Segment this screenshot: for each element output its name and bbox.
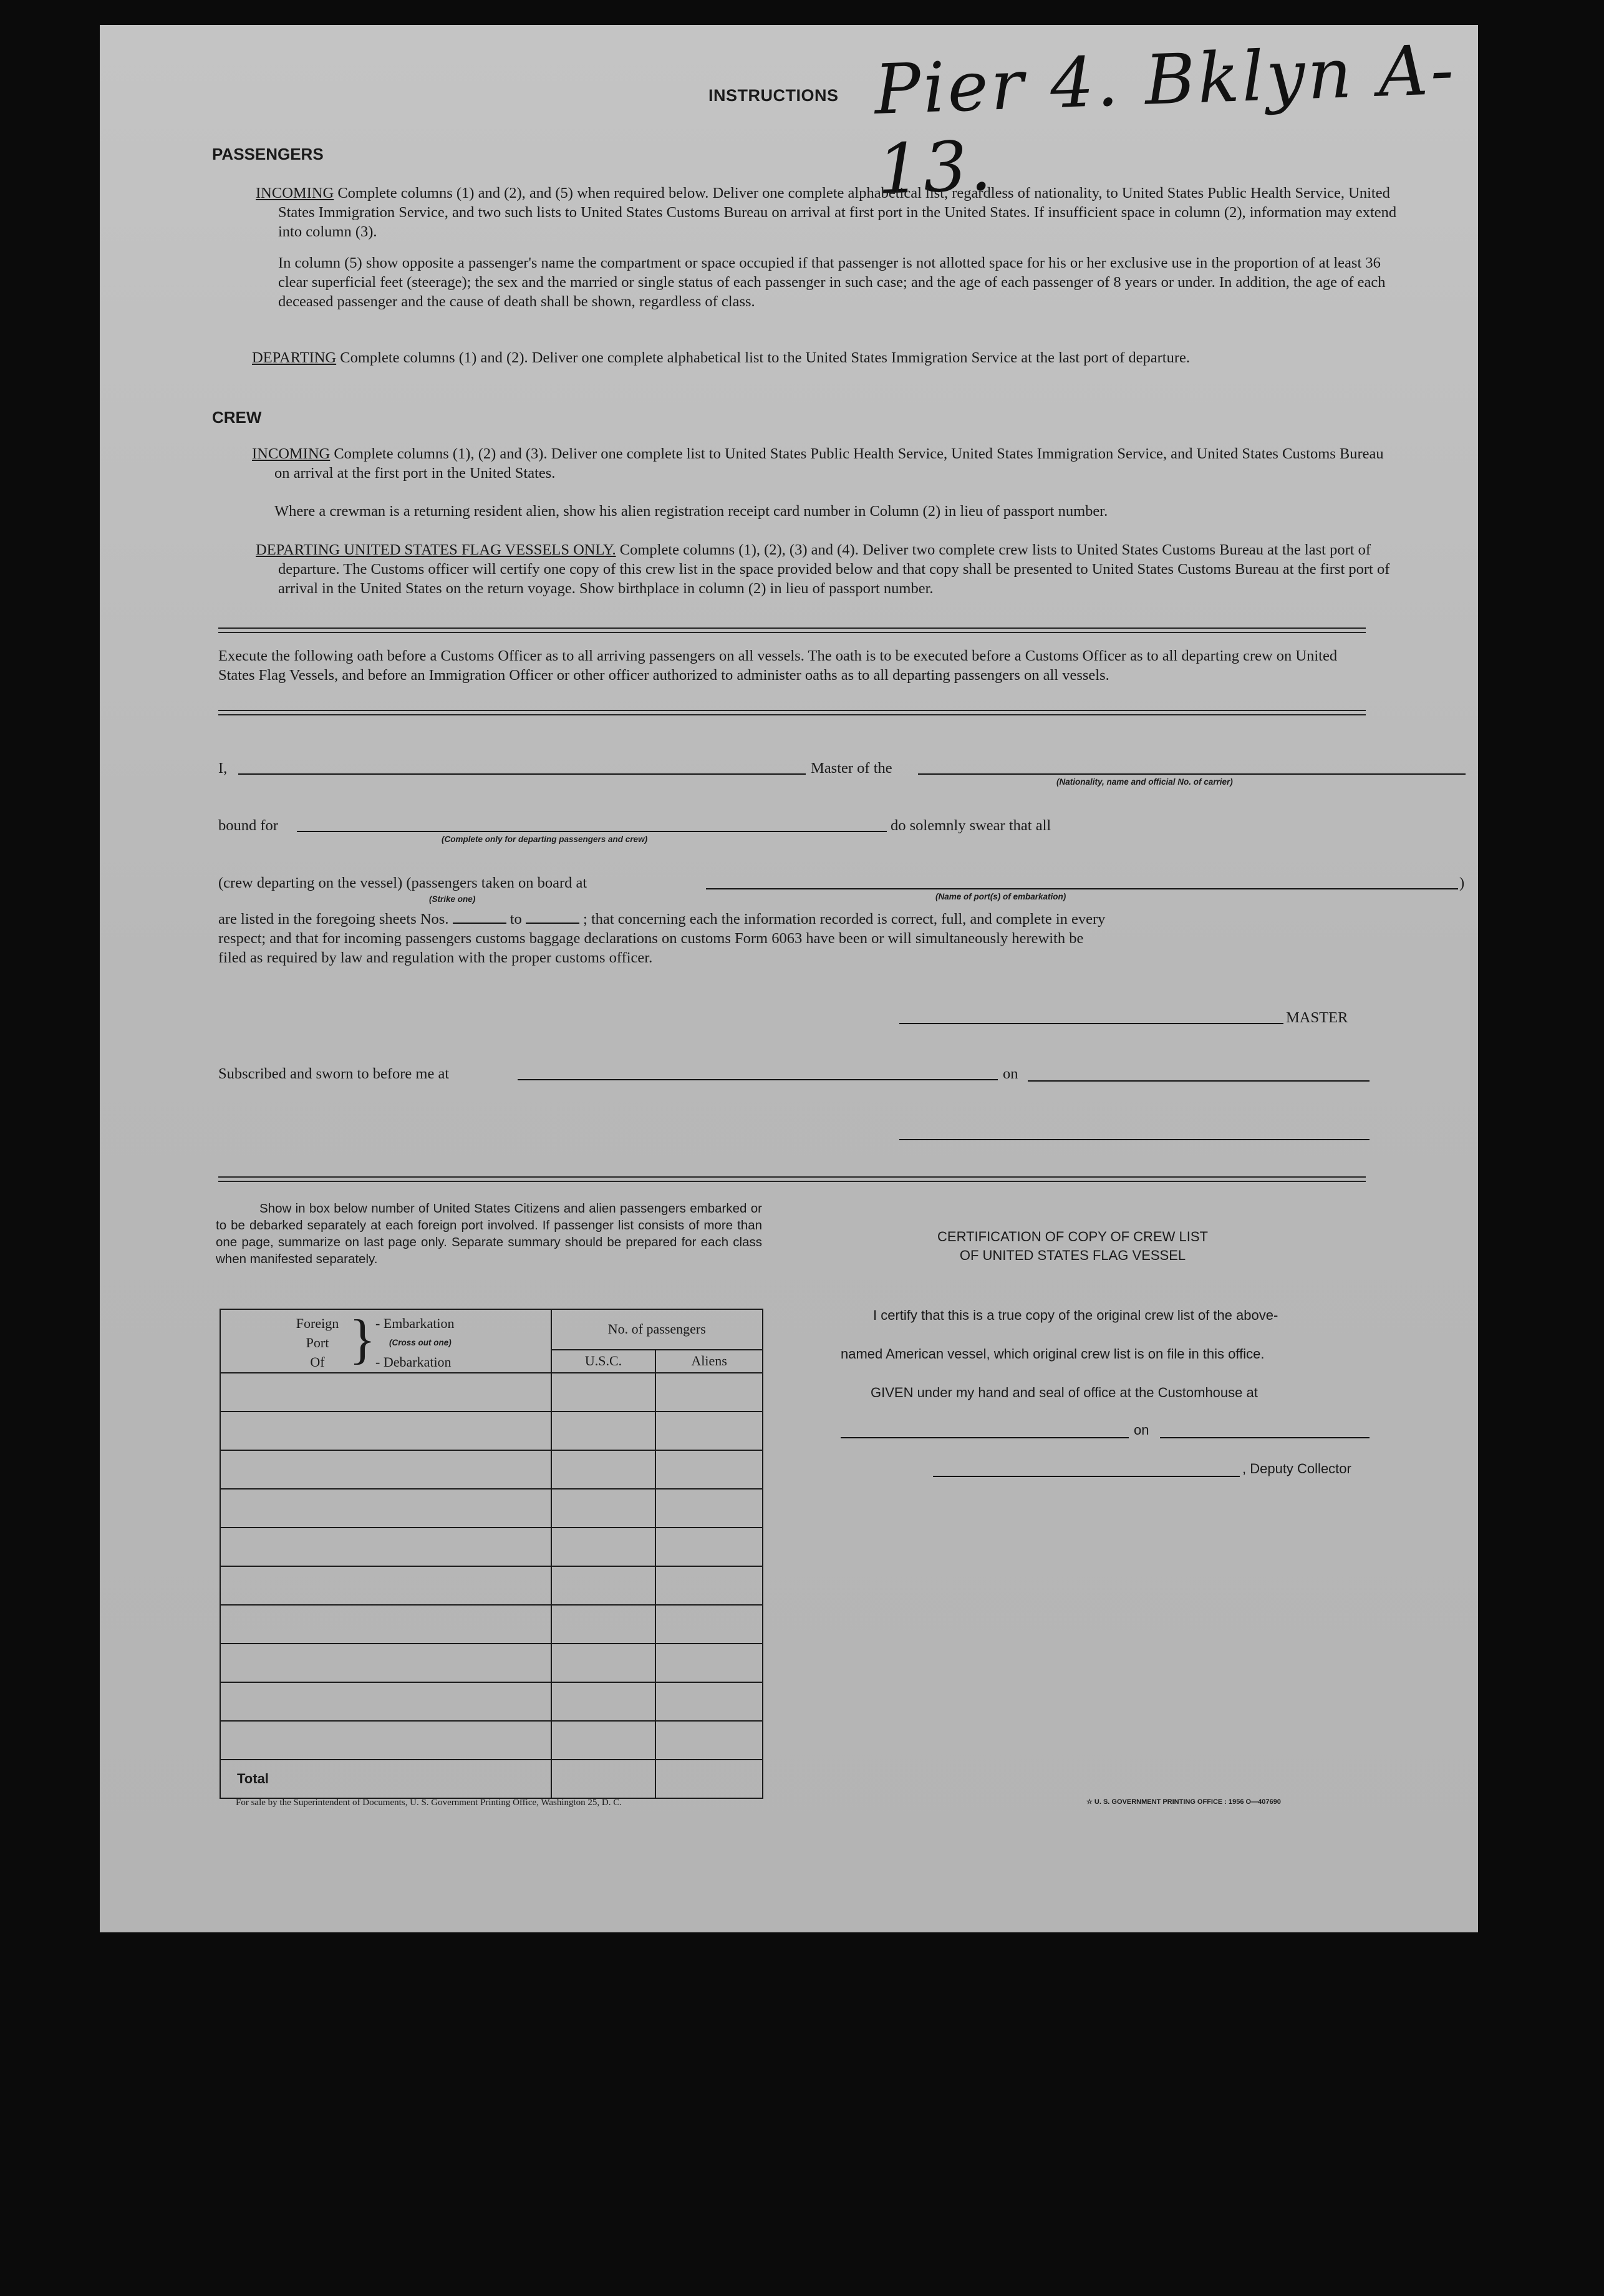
cert-heading-2: OF UNITED STATES FLAG VESSEL	[959, 1247, 1186, 1263]
port-label: Port	[306, 1335, 329, 1350]
subscribed-label: Subscribed and sworn to before me at	[218, 1065, 450, 1082]
port-cell[interactable]	[220, 1682, 551, 1721]
aliens-cell[interactable]	[655, 1721, 763, 1760]
table-row	[220, 1412, 763, 1450]
aliens-cell[interactable]	[655, 1412, 763, 1450]
table-row	[220, 1721, 763, 1760]
port-cell[interactable]	[220, 1489, 551, 1528]
passengers-heading: PASSENGERS	[212, 145, 324, 163]
divider	[218, 1176, 1366, 1182]
aliens-cell[interactable]	[655, 1373, 763, 1412]
ports-note: (Name of port(s) of embarkation)	[935, 892, 1066, 901]
passengers-incoming-text: Complete columns (1) and (2), and (5) when required below. Deliver one complete alphabetical list, regardless of nationality, to United States Public Health Service, United States Immigration Service, and two such lists to United States Customs Bureau on arrival at first port in the United States. If insufficient space in column (2), information may extend into column (3).	[278, 185, 1397, 240]
cert-date-line[interactable]	[1160, 1437, 1370, 1438]
form-page	[100, 25, 1478, 1932]
cert-heading-1: CERTIFICATION OF COPY OF CREW LIST	[937, 1229, 1208, 1244]
table-row	[220, 1373, 763, 1412]
deputy-collector-label: , Deputy Collector	[1242, 1461, 1351, 1476]
usc-cell[interactable]	[551, 1450, 656, 1489]
sheet-from-field[interactable]	[453, 910, 506, 924]
usc-cell[interactable]	[551, 1605, 656, 1644]
oath-instructions: Execute the following oath before a Customs Officer as to all arriving passengers on all vessels. The oath is to be executed before a Customs Officer as to all departing crew on United States Flag Vessels, and before an Immigration Officer or other officer authorized to administer oaths as to all departing passengers on all vessels.	[218, 647, 1338, 684]
aliens-cell[interactable]	[655, 1605, 763, 1644]
master-label: MASTER	[1286, 1009, 1348, 1026]
table-row	[220, 1605, 763, 1644]
total-label: Total	[220, 1760, 551, 1798]
crew-departing-label: DEPARTING UNITED STATES FLAG VESSELS ONLY.	[256, 541, 616, 558]
debarkation-label[interactable]: - Debarkation	[375, 1354, 452, 1370]
summary-instructions: Show in box below number of United States Citizens and alien passengers embarked or to be debarked separately at each foreign port involved. If passenger list consists of more than one page, summarize on last page only. Separate summary should be prepared for each class when manifested separately.	[216, 1201, 762, 1266]
listed-line-3: filed as required by law and regulation with the proper customs officer.	[218, 949, 653, 966]
listed-line-2: respect; and that for incoming passengers customs baggage declarations on customs Form 6063 have been or will simultaneously herewith be	[218, 930, 1084, 947]
sworn-on-label: on	[1003, 1065, 1018, 1082]
port-cell[interactable]	[220, 1450, 551, 1489]
crew-departing	[256, 540, 1397, 598]
passengers-departing-label: DEPARTING	[252, 349, 337, 366]
page-title: INSTRUCTIONS	[708, 86, 839, 105]
passengers-departing-text: Complete columns (1) and (2). Deliver one complete alphabetical list to the United States Immigration Service at the last port of departure.	[340, 349, 1190, 366]
close-paren: )	[1459, 874, 1465, 891]
listed-line-1	[218, 909, 1391, 929]
sworn-place-line[interactable]	[518, 1079, 998, 1080]
customhouse-line[interactable]	[841, 1437, 1129, 1438]
bound-for-line[interactable]	[297, 831, 887, 832]
total-usc-cell[interactable]	[551, 1760, 656, 1798]
port-cell[interactable]	[220, 1644, 551, 1682]
usc-cell[interactable]	[551, 1373, 656, 1412]
usc-header: U.S.C.	[551, 1350, 656, 1373]
cross-out-note: (Cross out one)	[389, 1338, 452, 1347]
usc-cell[interactable]	[551, 1412, 656, 1450]
crew-incoming-label: INCOMING	[252, 445, 331, 462]
port-cell[interactable]	[220, 1373, 551, 1412]
footer-right: ☆ U. S. GOVERNMENT PRINTING OFFICE : 1956 O—407690	[1086, 1798, 1281, 1806]
port-cell[interactable]	[220, 1721, 551, 1760]
aliens-cell[interactable]	[655, 1566, 763, 1605]
listed-text-b: ; that concerning each the information recorded is correct, full, and complete in every	[583, 911, 1106, 928]
oath-i-label: I,	[218, 760, 228, 777]
passengers-incoming-label: INCOMING	[256, 185, 334, 201]
master-name-line[interactable]	[238, 773, 806, 775]
strike-note: (Strike one)	[429, 894, 476, 904]
brace-glyph: }	[349, 1309, 376, 1370]
passengers-incoming	[256, 183, 1397, 241]
passengers-column5: In column (5) show opposite a passenger's name the compartment or space occupied if that passenger is not allotted space for his or her exclusive use in the proportion of at least 36 clear superficial feet (steerage); the sex and the married or single status of each passenger in such case; and the age of each passenger of 8 years or under. In addition, the age of each deceased passenger and the cause of death shall be shown, regardless of class.	[278, 254, 1386, 310]
no-passengers-header: No. of passengers	[551, 1309, 763, 1350]
certification-heading	[836, 1228, 1310, 1265]
handwritten-annotation: Pier 4. Bklyn A-13.	[873, 29, 1457, 210]
cert-line-3: GIVEN under my hand and seal of office at the Customhouse at	[871, 1385, 1258, 1400]
crew-departing-text: Complete columns (1), (2), (3) and (4). Deliver two complete crew lists to United States Customs Bureau at the last port of departure. The Customs officer will certify one copy of this crew list in the space provided below and that copy shall be presented to United States Customs Bureau at the first port of arrival in the United States on the return voyage. Show birthplace in column (2) in lieu of passport number.	[278, 541, 1390, 597]
cert-line-2: named American vessel, which original crew list is on file in this office.	[841, 1346, 1265, 1362]
aliens-cell[interactable]	[655, 1682, 763, 1721]
bound-for-note: (Complete only for departing passengers and crew)	[442, 835, 648, 844]
listed-text-a: are listed in the foregoing sheets Nos.	[218, 911, 449, 928]
carrier-note: (Nationality, name and official No. of carrier)	[1056, 777, 1233, 787]
divider	[218, 627, 1366, 633]
crew-departing-label: (crew departing on the vessel) (passengers taken on board at	[218, 874, 587, 891]
cert-line-1: I certify that this is a true copy of the original crew list of the above-	[873, 1307, 1278, 1323]
table-row	[220, 1682, 763, 1721]
listed-to-label: to	[510, 911, 522, 928]
aliens-header: Aliens	[655, 1350, 763, 1373]
total-row	[220, 1760, 763, 1798]
port-cell[interactable]	[220, 1412, 551, 1450]
aliens-cell[interactable]	[655, 1528, 763, 1566]
crew-incoming-text: Complete columns (1), (2) and (3). Deliver one complete list to United States Public Health Service, United States Immigration Service, and United States Customs Bureau on arrival at the first port in the United States.	[274, 445, 1384, 482]
aliens-cell[interactable]	[655, 1644, 763, 1682]
cert-on-label: on	[1134, 1422, 1149, 1438]
crew-incoming	[252, 444, 1397, 483]
foreign-label: Foreign	[296, 1315, 339, 1331]
usc-cell[interactable]	[551, 1566, 656, 1605]
passenger-summary-table	[220, 1309, 763, 1799]
sworn-date-line[interactable]	[1028, 1080, 1370, 1082]
total-aliens-cell[interactable]	[655, 1760, 763, 1798]
table-row	[220, 1450, 763, 1489]
crew-resident-alien: Where a crewman is a returning resident alien, show his alien registration receipt card number in Column (2) in lieu of passport number.	[274, 503, 1108, 520]
divider	[218, 710, 1366, 715]
port-header	[220, 1309, 551, 1373]
embarkation-ports-line[interactable]	[706, 888, 1458, 889]
master-signature-line[interactable]	[899, 1023, 1283, 1024]
usc-cell[interactable]	[551, 1721, 656, 1760]
officer-signature-line[interactable]	[899, 1139, 1370, 1140]
usc-cell[interactable]	[551, 1489, 656, 1528]
bound-for-label: bound for	[218, 817, 278, 834]
port-cell[interactable]	[220, 1605, 551, 1644]
aliens-cell[interactable]	[655, 1489, 763, 1528]
master-of-label: Master of the	[811, 760, 892, 777]
swear-label: do solemnly swear that all	[891, 817, 1051, 834]
usc-cell[interactable]	[551, 1528, 656, 1566]
of-label: Of	[310, 1354, 325, 1370]
carrier-line[interactable]	[918, 773, 1466, 775]
passengers-departing	[252, 348, 1397, 367]
port-cell[interactable]	[220, 1566, 551, 1605]
usc-cell[interactable]	[551, 1682, 656, 1721]
table-row	[220, 1566, 763, 1605]
table-row	[220, 1644, 763, 1682]
port-cell[interactable]	[220, 1528, 551, 1566]
table-row	[220, 1489, 763, 1528]
table-row	[220, 1528, 763, 1566]
crew-heading: CREW	[212, 408, 262, 427]
deputy-signature-line[interactable]	[933, 1476, 1240, 1477]
embarkation-label[interactable]: - Embarkation	[375, 1315, 455, 1331]
aliens-cell[interactable]	[655, 1450, 763, 1489]
footer-left: For sale by the Superintendent of Documents, U. S. Government Printing Office, Washington 25, D. C.	[236, 1798, 622, 1808]
sheet-to-field[interactable]	[526, 910, 579, 924]
usc-cell[interactable]	[551, 1644, 656, 1682]
